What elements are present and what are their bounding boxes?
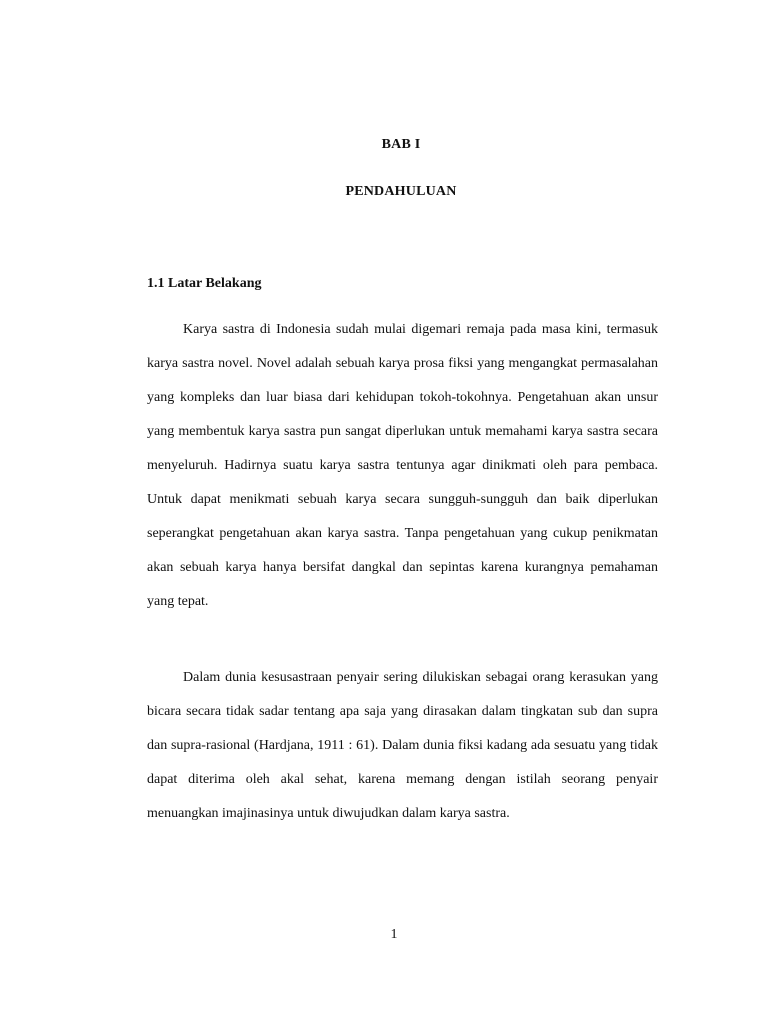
paragraph-1: Karya sastra di Indonesia sudah mulai digemari remaja pada masa kini, termasuk karya sastra novel. Novel adalah sebuah karya prosa fiksi yang mengangkat permasalahan yang kompleks dan luar biasa dari kehidupan tokoh-tokohnya. Pengetahuan akan unsur yang membentuk karya sastra pun sangat diperlukan untuk memahami karya sastra secara menyeluruh. Hadirnya suatu karya sastra tentunya agar dinikmati oleh para pembaca. Untuk dapat menikmati sebuah karya secara sungguh-sungguh dan baik diperlukan seperangkat pengetahuan akan karya sastra. Tanpa pengetahuan yang cukup penikmatan akan sebuah karya hanya bersifat dangkal dan sepintas karena kurangnya pemahaman yang tepat. [147,322,658,609]
paragraph-2: Dalam dunia kesusastraan penyair sering dilukiskan sebagai orang kerasukan yang bicara secara tidak sadar tentang apa saja yang dirasakan dalam tingkatan sub dan supra dan supra-rasional (Hardjana, 1911 : 61). Dalam dunia fiksi kadang ada sesuatu yang tidak dapat diterima oleh akal sehat, karena memang dengan istilah seorang penyair menuangkan imajinasinya untuk diwujudkan dalam karya sastra. [147,670,658,821]
chapter-title: PENDAHULUAN [345,184,457,199]
page-number: 1 [390,927,398,942]
section-heading: 1.1 Latar Belakang [147,276,262,291]
chapter-number: BAB I [381,137,421,152]
